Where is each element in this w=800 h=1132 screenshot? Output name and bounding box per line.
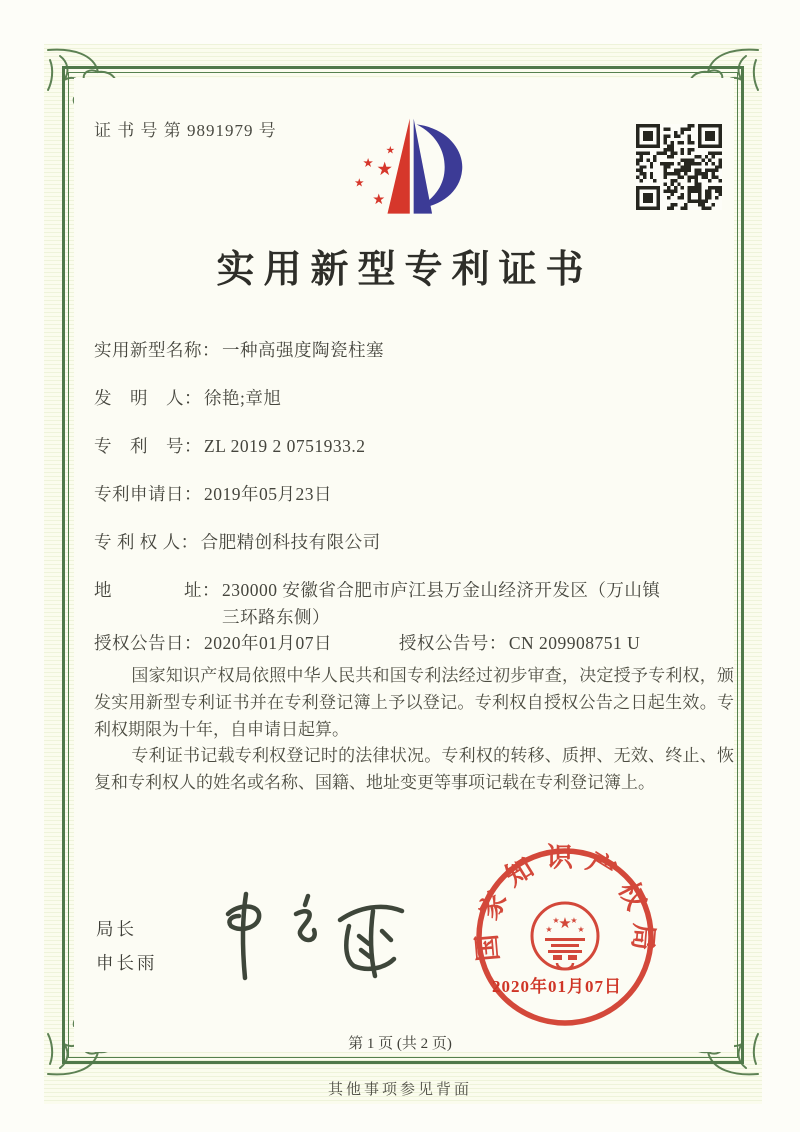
svg-text:★: ★: [558, 916, 572, 932]
qr-code-icon: [636, 124, 722, 215]
commissioner-title: 局长: [96, 919, 137, 939]
national-emblem-icon: [532, 903, 598, 969]
field-row-inventor: [94, 385, 281, 412]
field-row-patent-number: [94, 433, 365, 460]
field-row-grant: [94, 630, 640, 657]
field-value: ZL 2019 2 0751933.2: [204, 436, 366, 456]
cnipa-round-seal-icon: [470, 842, 660, 1037]
svg-text:★: ★: [385, 145, 396, 157]
field-label: 地 址：: [94, 580, 220, 600]
field-value: 2019年05月23日: [204, 484, 332, 504]
page-number: 第 1 页 (共 2 页): [348, 1036, 452, 1052]
field-value: 徐艳;章旭: [204, 388, 282, 408]
seal-date: 2020年01月07日: [492, 977, 622, 996]
grant-number-value: CN 209908751 U: [508, 633, 641, 653]
field-label: 实用新型名称：: [94, 340, 220, 360]
cnipa-logo-icon: [340, 110, 466, 233]
field-label: 专利申请日：: [94, 484, 202, 504]
svg-text:★: ★: [570, 916, 578, 925]
field-value: 合肥精创科技有限公司: [200, 532, 381, 552]
back-side-note: 其他事项参见背面: [327, 1082, 472, 1098]
svg-text:★: ★: [552, 916, 560, 925]
field-label: 发 明 人：: [94, 388, 202, 408]
field-value: 一种高强度陶瓷柱塞: [222, 340, 384, 360]
field-label: 专 利 号：: [94, 436, 202, 456]
svg-text:★: ★: [372, 191, 386, 208]
commissioner-name: 申长雨: [96, 953, 158, 973]
grant-date-label: 授权公告日：: [94, 633, 202, 653]
svg-text:★: ★: [577, 925, 585, 934]
svg-text:★: ★: [376, 158, 393, 179]
field-row-name: [94, 337, 384, 364]
legal-paragraph-2: 专利证书记载专利权登记时的法律状况。专利权的转移、质押、无效、终止、恢复和专利权人的姓名或名称、国籍、地址变更等事项记载在专利登记簿上。: [94, 746, 734, 792]
handwritten-signature-icon: [212, 880, 422, 990]
field-label: 专 利 权 人：: [94, 532, 199, 552]
field-row-patentee: [94, 529, 381, 556]
field-value: [222, 577, 660, 631]
grant-date-value: 2020年01月07日: [204, 633, 332, 653]
field-row-address: [94, 577, 660, 631]
field-row-filing-date: [94, 481, 332, 508]
address-line-2: 三环路东侧）: [222, 607, 330, 627]
svg-text:★: ★: [545, 925, 553, 934]
address-line-1: 230000 安徽省合肥市庐江县万金山经济开发区（万山镇: [222, 580, 661, 600]
legal-paragraph-1: 国家知识产权局依照中华人民共和国专利法经过初步审查，决定授予专利权，颁发实用新型专利证书并在专利登记簿上予以登记。专利权自授权公告之日起生效。专利权期限为十年，自申请日起算。: [94, 666, 734, 739]
svg-text:★: ★: [354, 176, 365, 190]
certificate-number: 证 书 号 第 9891979 号: [94, 121, 277, 140]
svg-text:★: ★: [362, 156, 374, 171]
seal-text: 国家知识产权局: [470, 842, 660, 963]
certificate-title: 实用新型专利证书: [216, 249, 593, 291]
grant-number-label: 授权公告号：: [398, 633, 507, 653]
